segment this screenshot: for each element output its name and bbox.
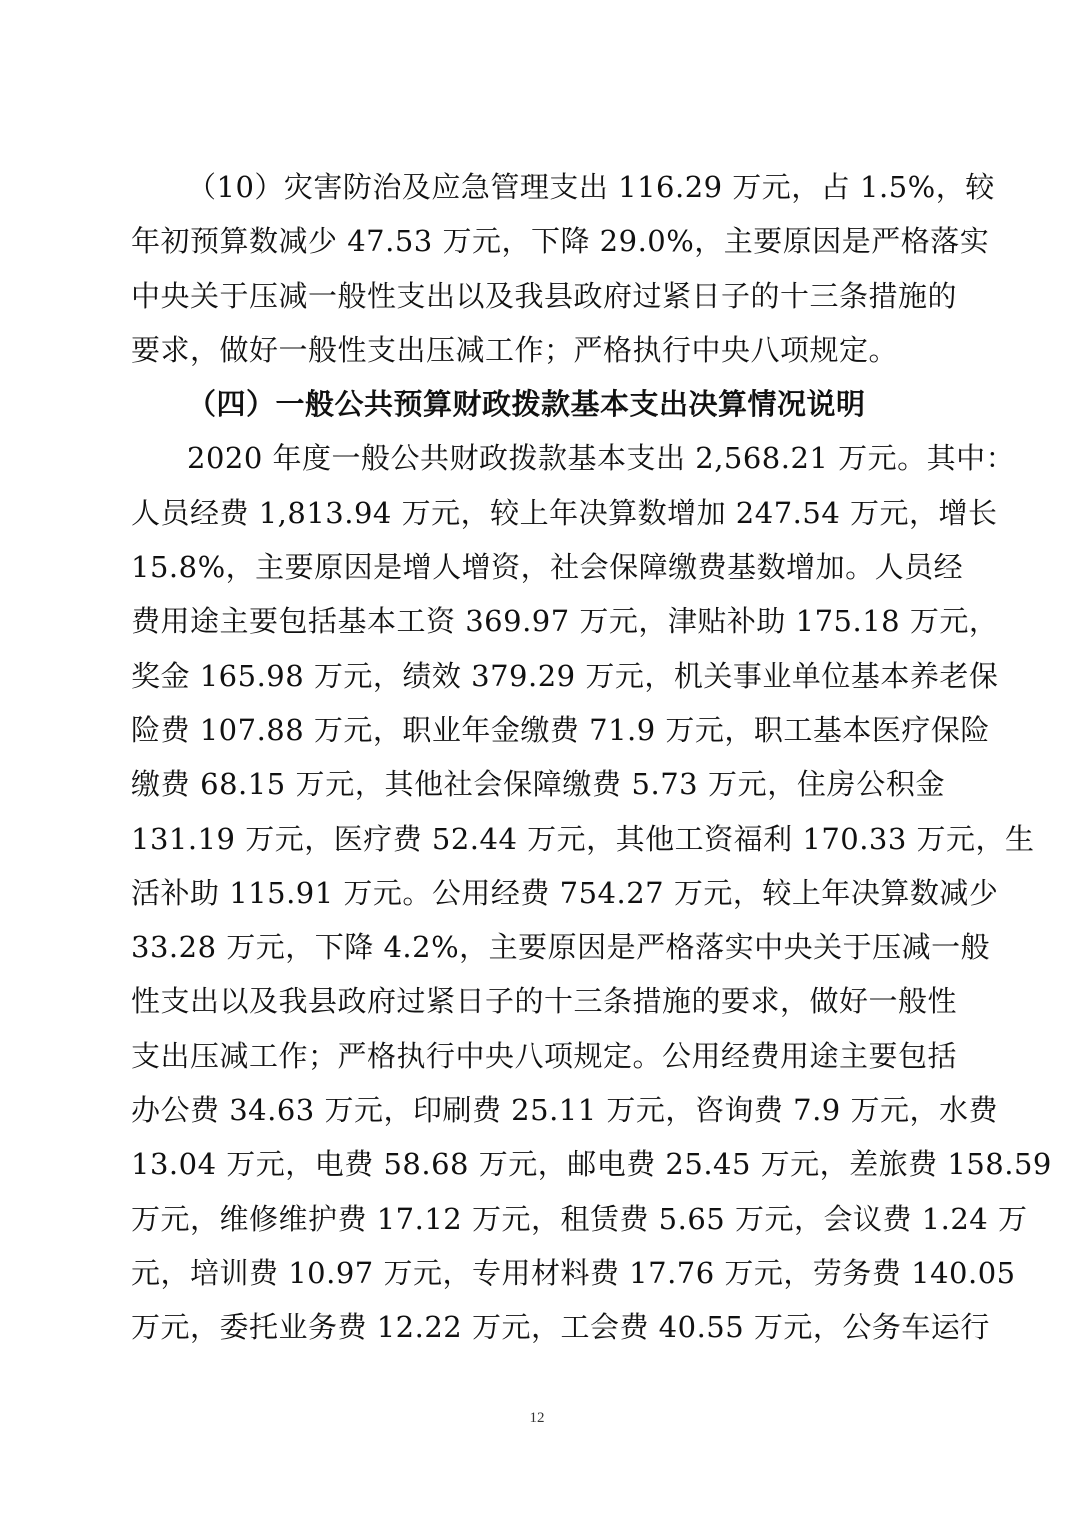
text-line: 131.19 万元，医疗费 52.44 万元，其他工资福利 170.33 万元，生 bbox=[131, 821, 1035, 856]
text-line: 性支出以及我县政府过紧日子的十三条措施的要求，做好一般性 bbox=[131, 984, 958, 1019]
text-line: 奖金 165.98 万元，绩效 379.29 万元，机关事业单位基本养老保 bbox=[131, 658, 999, 693]
text-line: 年初预算数减少 47.53 万元，下降 29.0%，主要原因是严格落实 bbox=[131, 224, 990, 259]
text-line: 人员经费 1,813.94 万元，较上年决算数增加 247.54 万元，增长 bbox=[131, 495, 998, 530]
body-text bbox=[131, 160, 1052, 1355]
text-line: 万元，维修维护费 17.12 万元，租赁费 5.65 万元，会议费 1.24 万 bbox=[131, 1201, 1028, 1236]
text-line: 元，培训费 10.97 万元，专用材料费 17.76 万元，劳务费 140.05 bbox=[131, 1255, 1016, 1290]
text-line: 要求，做好一般性支出压减工作；严格执行中央八项规定。 bbox=[131, 332, 899, 367]
text-line: 险费 107.88 万元，职业年金缴费 71.9 万元，职工基本医疗保险 bbox=[131, 712, 990, 747]
text-line: 中央关于压减一般性支出以及我县政府过紧日子的十三条措施的 bbox=[131, 278, 958, 313]
paragraph-disaster-prevention bbox=[131, 160, 995, 377]
paragraph-basic-expenditure bbox=[131, 431, 1052, 1354]
text-line: 万元，委托业务费 12.22 万元，工会费 40.55 万元，公务车运行 bbox=[131, 1310, 990, 1345]
text-line: 活补助 115.91 万元。公用经费 754.27 万元，较上年决算数减少 bbox=[131, 875, 999, 910]
section-heading: （四）一般公共预算财政拨款基本支出决算情况说明 bbox=[187, 387, 866, 422]
text-line: 缴费 68.15 万元，其他社会保障缴费 5.73 万元，住房公积金 bbox=[131, 767, 945, 802]
text-line: 33.28 万元，下降 4.2%，主要原因是严格落实中央关于压减一般 bbox=[131, 930, 991, 965]
text-line: 费用途主要包括基本工资 369.97 万元，津贴补助 175.18 万元， bbox=[131, 604, 999, 639]
text-line: 办公费 34.63 万元，印刷费 25.11 万元，咨询费 7.9 万元，水费 bbox=[131, 1093, 998, 1128]
text-line: （10）灾害防治及应急管理支出 116.29 万元，占 1.5%，较 bbox=[187, 170, 995, 204]
text-line: 支出压减工作；严格执行中央八项规定。公用经费用途主要包括 bbox=[131, 1038, 958, 1073]
text-line: 2020 年度一般公共财政拨款基本支出 2,568.21 万元。其中： bbox=[187, 441, 1016, 476]
text-line: 15.8%，主要原因是增人增资，社会保障缴费基数增加。人员经 bbox=[131, 550, 964, 585]
text-line: 13.04 万元，电费 58.68 万元，邮电费 25.45 万元，差旅费 158.59 bbox=[131, 1147, 1052, 1182]
page-number: 12 bbox=[529, 1410, 545, 1426]
